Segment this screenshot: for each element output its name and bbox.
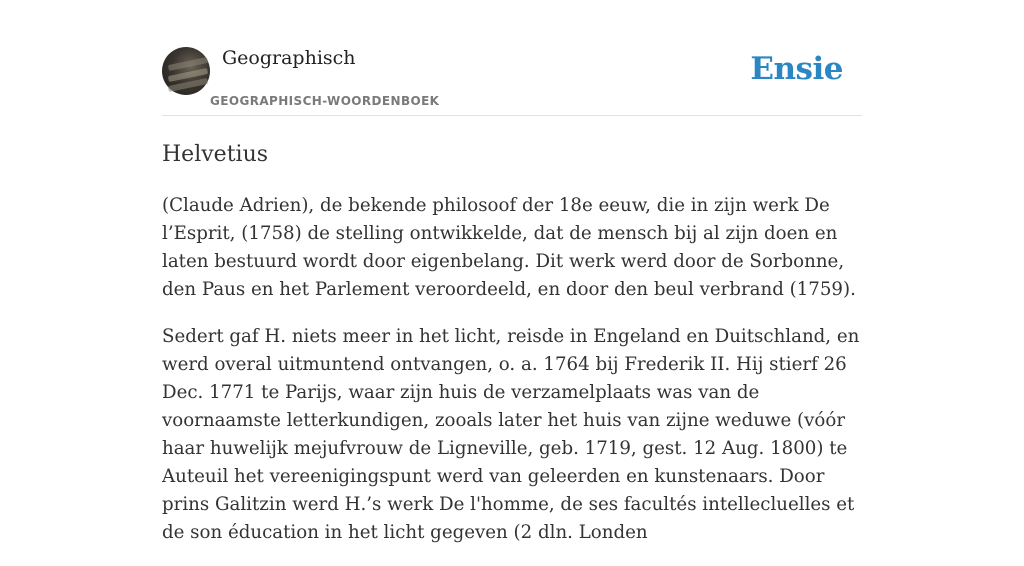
site-subtitle[interactable]: GEOGRAPHISCH-WOORDENBOEK xyxy=(210,94,440,108)
article-body xyxy=(162,192,874,566)
article-paragraph: Sedert gaf H. niets meer in het licht, reisde in Engeland en Duitschland, en werd overal uitmuntend ontvangen, o. a. 1764 bij Frederik II. Hij stierf 26 Dec. 1771 te Parijs, waar zijn huis de verzamelplaats was van de voornaamste letterkundigen, zooals later het huis van zijne weduwe (vóór haar huwelijk mejufvrouw de Ligneville, geb. 1719, gest. 12 Aug. 1800) te Auteuil het vereenigingspunt werd van geleerden en kunstenaars. Door prins Galitzin werd H.’s werk De l'homme, de ses facultés intellecluelles et de son éducation in het licht gegeven (2 dln. Londen xyxy=(162,326,860,543)
content-container xyxy=(162,0,862,543)
article-paragraph: (Claude Adrien), de bekende philosoof der 18e eeuw, die in zijn werk De l’Esprit, (1758) de stelling ontwikkelde, dat de mensch bij al zijn doen en laten bestuurd wordt door eigenbelang. Dit werk werd door de Sorbonne, den Paus en het Parlement veroordeeld, en door den beul verbrand (1759). xyxy=(162,195,856,300)
site-title[interactable]: Geographisch xyxy=(222,47,356,69)
old-books-avatar-icon[interactable] xyxy=(162,47,210,95)
article-title: Helvetius xyxy=(162,142,269,167)
site-header xyxy=(162,0,862,116)
brand-logo[interactable]: Ensie xyxy=(750,51,843,87)
